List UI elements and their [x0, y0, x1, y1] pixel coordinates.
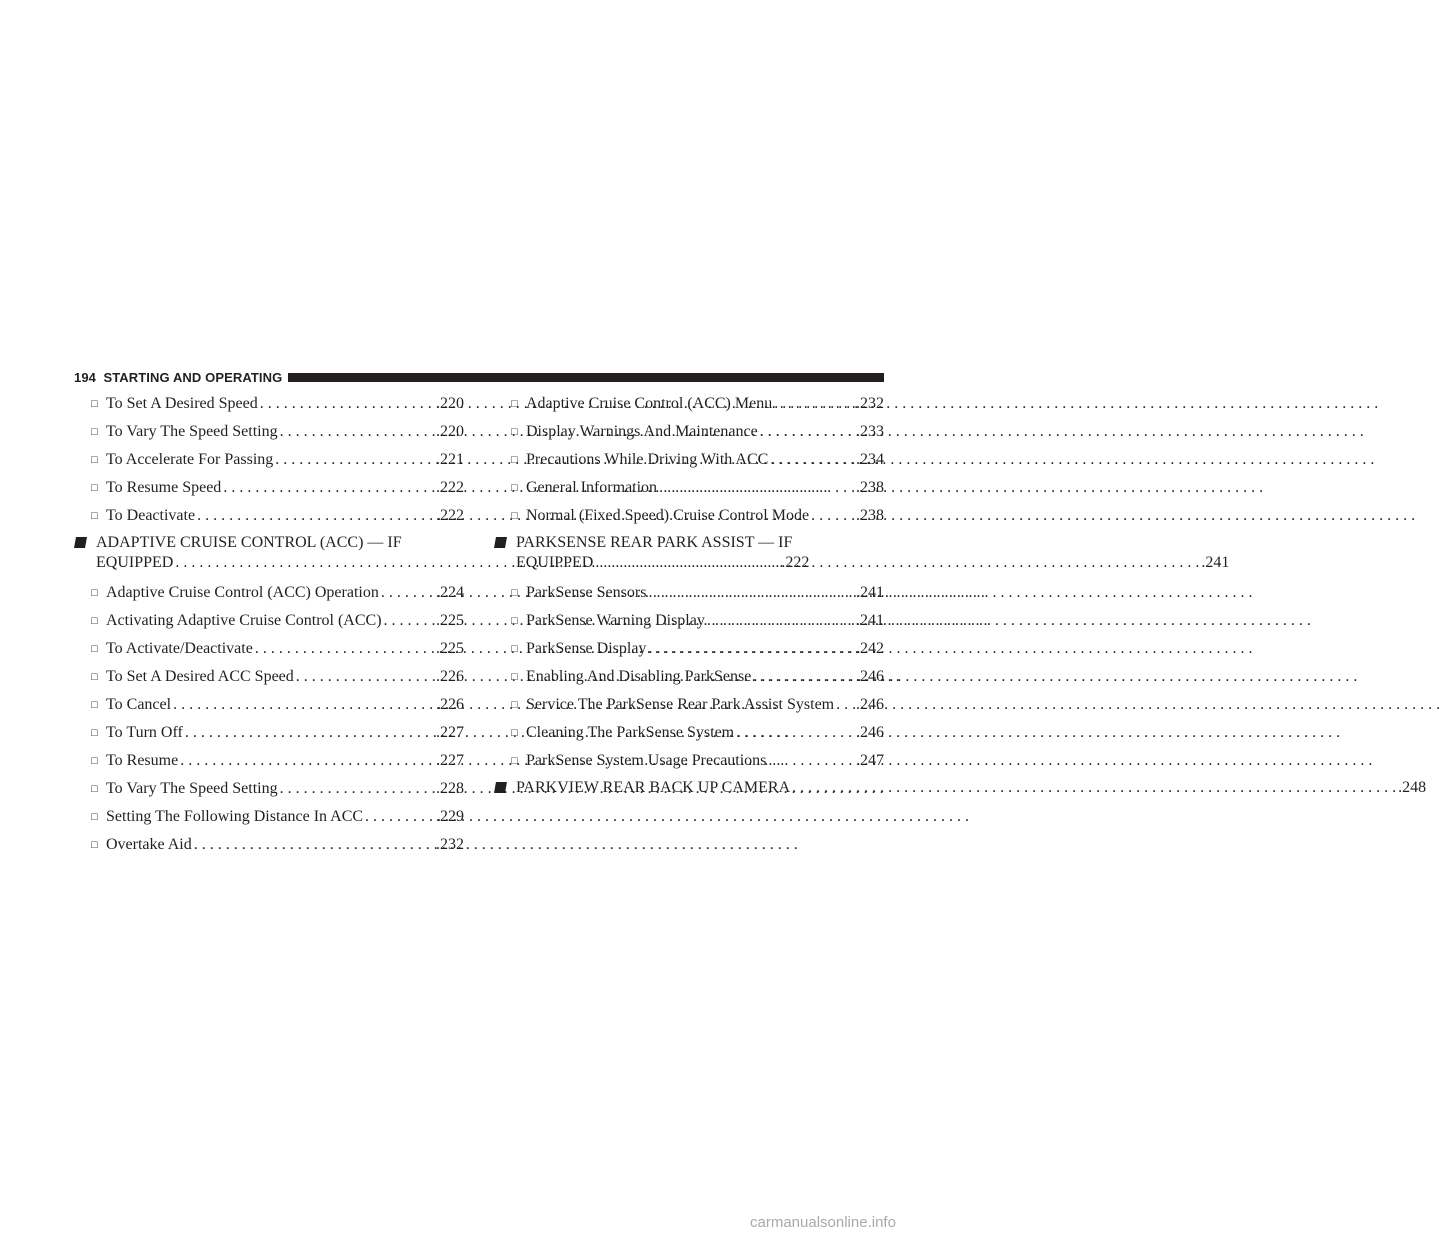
toc-entry-title: Adaptive Cruise Control (ACC) Menu	[526, 395, 773, 412]
hollow-square-bullet-icon: □	[511, 699, 518, 711]
dot-leader	[275, 450, 434, 470]
dot-leader	[365, 807, 434, 827]
toc-entry[interactable]	[74, 747, 464, 775]
hollow-square-bullet-icon: □	[91, 510, 98, 522]
toc-entry[interactable]	[74, 635, 464, 663]
dot-leader	[255, 639, 434, 659]
toc-entry-page: .220	[436, 423, 464, 440]
toc-section-body	[516, 778, 1426, 798]
hollow-square-bullet-icon: □	[511, 510, 518, 522]
toc-entry-page: .226	[436, 668, 464, 685]
dot-leader	[197, 506, 434, 526]
toc-entry[interactable]	[494, 635, 884, 663]
toc-entry-page: .224	[436, 584, 464, 601]
dot-leader	[280, 779, 434, 799]
toc-entry-title: To Vary The Speed Setting	[106, 423, 278, 440]
hollow-square-bullet-icon: □	[91, 727, 98, 739]
toc-entry-page: .238	[856, 507, 884, 524]
hollow-square-bullet-icon: □	[511, 727, 518, 739]
toc-entry-title: To Turn Off	[106, 724, 183, 741]
toc-section-title: PARKVIEW REAR BACK UP CAMERA	[516, 779, 791, 796]
toc-section-body	[516, 533, 1229, 573]
hollow-square-bullet-icon: □	[91, 755, 98, 767]
hollow-square-bullet-icon: □	[91, 699, 98, 711]
hollow-square-bullet-icon: □	[91, 398, 98, 410]
filled-square-bullet-icon	[495, 782, 506, 793]
toc-entry-title: Display Warnings And Maintenance	[526, 423, 758, 440]
toc-right-column	[494, 390, 1427, 804]
hollow-square-bullet-icon: □	[511, 671, 518, 683]
toc-entry[interactable]	[494, 418, 884, 446]
toc-entry-page: .238	[856, 479, 884, 496]
dot-leader	[753, 667, 854, 687]
toc-entry-title: Cleaning The ParkSense System	[526, 724, 735, 741]
toc-entry-page: .222	[436, 507, 464, 524]
hollow-square-bullet-icon: □	[511, 398, 518, 410]
dot-leader	[648, 583, 854, 603]
dot-leader	[736, 723, 854, 743]
hollow-square-bullet-icon: □	[91, 587, 98, 599]
hollow-square-bullet-icon: □	[511, 454, 518, 466]
dot-leader	[836, 695, 854, 715]
toc-entry-title: To Cancel	[106, 696, 172, 713]
toc-entry[interactable]	[494, 691, 884, 719]
toc-entry[interactable]	[494, 747, 884, 775]
dot-leader	[768, 751, 854, 771]
hollow-square-bullet-icon: □	[91, 454, 98, 466]
toc-entry-title: Setting The Following Distance In ACC	[106, 808, 364, 825]
toc-entry-page: .246	[856, 668, 884, 685]
toc-entry-page: .242	[856, 640, 884, 657]
hollow-square-bullet-icon: □	[91, 615, 98, 627]
dot-leader	[792, 778, 1396, 798]
dot-leader	[260, 394, 434, 414]
toc-section-entry[interactable]	[494, 778, 1427, 798]
toc-entry-title: ParkSense Warning Display	[526, 612, 705, 629]
toc-entry[interactable]	[74, 446, 464, 474]
toc-entry-title: Service The ParkSense Rear Park Assist System	[526, 696, 835, 713]
toc-entry-title: To Resume	[106, 752, 179, 769]
toc-entry-title: To Set A Desired Speed	[106, 395, 258, 412]
toc-entry[interactable]	[494, 474, 884, 502]
hollow-square-bullet-icon: □	[511, 615, 518, 627]
toc-entry[interactable]	[74, 803, 464, 831]
toc-entry[interactable]	[494, 446, 884, 474]
toc-section-title-line2: EQUIPPED	[96, 554, 174, 571]
toc-entry[interactable]	[74, 775, 464, 803]
dot-leader	[707, 611, 854, 631]
hollow-square-bullet-icon: □	[511, 587, 518, 599]
toc-entry-title: Normal (Fixed Speed) Cruise Control Mode	[526, 507, 810, 524]
dot-leader	[760, 422, 854, 442]
toc-section-title-line2: EQUIPPED	[516, 554, 594, 571]
toc-entry-page: .233	[856, 423, 884, 440]
toc-entry[interactable]	[74, 474, 464, 502]
toc-section-title: PARKSENSE REAR PARK ASSIST — IF	[516, 534, 793, 551]
toc-entry[interactable]	[494, 579, 884, 607]
toc-entry-page: .246	[856, 696, 884, 713]
toc-entry-title: Activating Adaptive Cruise Control (ACC)	[106, 612, 382, 629]
toc-entry-page: .232	[436, 836, 464, 853]
page-header-text	[74, 370, 282, 385]
hollow-square-bullet-icon: □	[91, 426, 98, 438]
toc-entry[interactable]	[74, 418, 464, 446]
toc-entry[interactable]	[74, 502, 464, 530]
toc-entry-page: .225	[436, 612, 464, 629]
dot-leader	[194, 835, 434, 855]
toc-section-entry[interactable]	[494, 533, 1230, 573]
dot-leader	[173, 695, 434, 715]
dot-leader	[223, 478, 434, 498]
toc-entry-title: To Vary The Speed Setting	[106, 780, 278, 797]
toc-section-title-cont	[516, 553, 1229, 573]
toc-entry-title: Enabling And Disabling ParkSense	[526, 668, 752, 685]
toc-entry-title: General Information	[526, 479, 658, 496]
toc-entry-title: Adaptive Cruise Control (ACC) Operation	[106, 584, 379, 601]
filled-square-bullet-icon	[495, 537, 506, 548]
section-title: STARTING AND OPERATING	[103, 369, 283, 385]
toc-entry[interactable]	[74, 831, 464, 859]
toc-entry[interactable]	[494, 719, 884, 747]
toc-entry[interactable]	[74, 607, 464, 635]
toc-entry-page: .221	[436, 451, 464, 468]
toc-entry-page: .234	[856, 451, 884, 468]
dot-leader	[185, 723, 434, 743]
hollow-square-bullet-icon: □	[511, 426, 518, 438]
page-number: 194	[74, 369, 96, 385]
toc-entry-title: Precautions While Driving With ACC	[526, 451, 769, 468]
toc-entry[interactable]	[494, 607, 884, 635]
hollow-square-bullet-icon: □	[91, 482, 98, 494]
hollow-square-bullet-icon: □	[511, 755, 518, 767]
hollow-square-bullet-icon: □	[91, 839, 98, 851]
hollow-square-bullet-icon: □	[91, 783, 98, 795]
toc-entry[interactable]	[74, 719, 464, 747]
page-header	[74, 369, 884, 385]
toc-section-page: .248	[1398, 779, 1427, 796]
toc-entry-title: To Deactivate	[106, 507, 196, 524]
toc-entry-page: .232	[856, 395, 884, 412]
toc-entry-page: .247	[856, 752, 884, 769]
toc-entry-title: To Set A Desired ACC Speed	[106, 668, 294, 685]
dot-leader	[384, 611, 434, 631]
toc-entry-page: .241	[856, 612, 884, 629]
toc-entry-page: .228	[436, 780, 464, 797]
hollow-square-bullet-icon: □	[511, 643, 518, 655]
dot-leader	[595, 553, 1199, 573]
dot-leader	[180, 751, 434, 771]
toc-entry-title: To Activate/Deactivate	[106, 640, 253, 657]
toc-entry[interactable]	[494, 663, 884, 691]
toc-section-page: .241	[1201, 554, 1230, 571]
toc-entry[interactable]	[74, 390, 464, 418]
toc-entry-title: To Resume Speed	[106, 479, 222, 496]
hollow-square-bullet-icon: □	[91, 643, 98, 655]
toc-entry-page: .220	[436, 395, 464, 412]
watermark: carmanualsonline.info	[750, 1214, 896, 1231]
dot-leader	[770, 450, 854, 470]
dot-leader	[811, 506, 854, 526]
hollow-square-bullet-icon: □	[511, 482, 518, 494]
toc-entry[interactable]	[74, 691, 464, 719]
header-rule	[288, 373, 884, 382]
toc-entry-title: Overtake Aid	[106, 836, 192, 853]
toc-section-title: ADAPTIVE CRUISE CONTROL (ACC) — IF	[96, 534, 402, 551]
toc-entry-title: ParkSense System Usage Precautions	[526, 752, 767, 769]
toc-entry[interactable]	[494, 390, 884, 418]
dot-leader	[648, 639, 854, 659]
toc-entry-page: .229	[436, 808, 464, 825]
toc-entry-title: ParkSense Sensors	[526, 584, 647, 601]
toc-section-page: .222	[781, 554, 810, 571]
dot-leader	[774, 394, 854, 414]
filled-square-bullet-icon	[75, 537, 86, 548]
dot-leader	[381, 583, 434, 603]
toc-entry-page: .227	[436, 724, 464, 741]
toc-entry-page: .225	[436, 640, 464, 657]
dot-leader	[659, 478, 854, 498]
toc-entry-title: ParkSense Display	[526, 640, 647, 657]
toc-entry-page: .226	[436, 696, 464, 713]
toc-entry[interactable]	[74, 663, 464, 691]
toc-entry[interactable]	[74, 579, 464, 607]
dot-leader	[280, 422, 434, 442]
toc-entry-page: .227	[436, 752, 464, 769]
hollow-square-bullet-icon: □	[91, 671, 98, 683]
hollow-square-bullet-icon: □	[91, 811, 98, 823]
toc-entry-page: .241	[856, 584, 884, 601]
dot-leader	[296, 667, 434, 687]
toc-entry-title: To Accelerate For Passing	[106, 451, 274, 468]
toc-entry[interactable]	[494, 502, 884, 530]
toc-entry-page: .222	[436, 479, 464, 496]
toc-entry-page: .246	[856, 724, 884, 741]
